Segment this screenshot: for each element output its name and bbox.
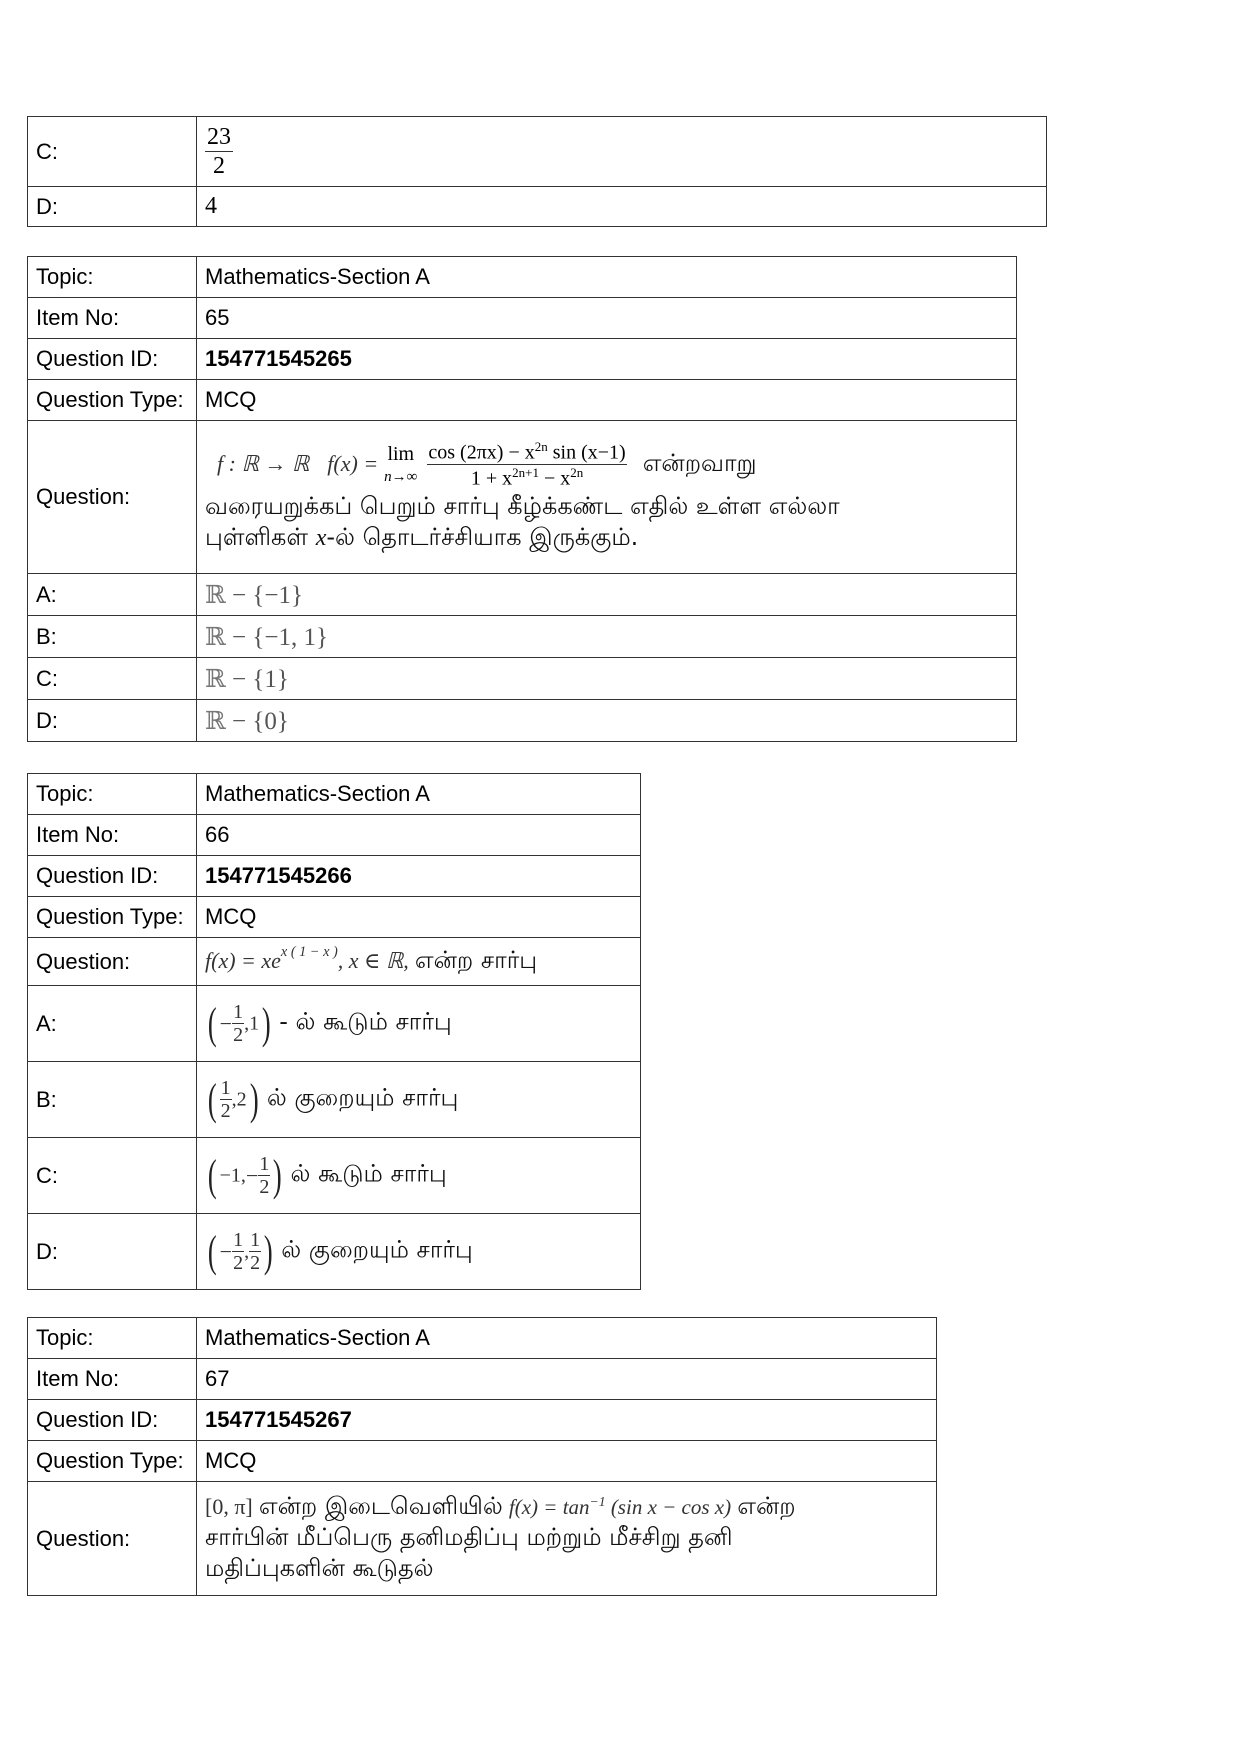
- question-content: [197, 421, 1017, 574]
- option-value: [197, 986, 641, 1062]
- option-tamil-text: ல் கூடும் சார்பு: [290, 1159, 447, 1188]
- option-label: A:: [28, 574, 197, 616]
- question-type-value: MCQ: [197, 1441, 937, 1482]
- function-expression: $f(x) = xe^{x ( 1 - x )}$, x ∈ ℝ,: [205, 943, 409, 973]
- topic-label: Topic:: [28, 257, 197, 298]
- function-fx: f(x) =: [327, 451, 379, 476]
- option-label: C:: [28, 658, 197, 700]
- fraction: $\frac{23}{2}$: [207, 124, 231, 179]
- option-tamil-text: ல் குறையும் சார்பு: [266, 1083, 459, 1112]
- option-row: [28, 1062, 641, 1138]
- option-label: B:: [28, 616, 197, 658]
- interval: ( − $\frac{1}{2}$ , $\frac{1}{2}$ ): [207, 1226, 273, 1276]
- option-row: [28, 986, 641, 1062]
- option-value: ℝ − {−1}: [197, 574, 1017, 616]
- option-row: [28, 574, 1017, 616]
- option-value: ℝ − {1}: [197, 658, 1017, 700]
- question-id-label: Question ID:: [28, 339, 197, 380]
- question-id-row: [28, 856, 641, 897]
- question-type-label: Question Type:: [28, 1441, 197, 1482]
- question-id-row: [28, 1400, 937, 1441]
- topic-row: [28, 257, 1017, 298]
- option-value: ℝ − {−1, 1}: [197, 616, 1017, 658]
- option-value: 4: [197, 187, 1047, 227]
- question-type-row: [28, 897, 641, 938]
- question-label: Question:: [28, 1482, 197, 1596]
- option-value: ℝ − {0}: [197, 700, 1017, 742]
- topic-value: Mathematics-Section A: [197, 774, 641, 815]
- option-row: [28, 117, 1047, 187]
- function-signature: f : ℝ → ℝ: [217, 451, 310, 476]
- topic-label: Topic:: [28, 1318, 197, 1359]
- question-tamil-text: என்ற சார்பு: [414, 946, 538, 974]
- option-label: B:: [28, 1062, 197, 1138]
- option-row: [28, 700, 1017, 742]
- option-row: [28, 658, 1017, 700]
- item-row: [28, 815, 641, 856]
- option-tamil-text: ல் குறையும் சார்பு: [281, 1235, 473, 1264]
- option-label: A:: [28, 986, 197, 1062]
- question-label: Question:: [28, 938, 197, 986]
- option-label: D:: [28, 187, 197, 227]
- formula-line: [205, 440, 1008, 488]
- question-table-66: [27, 773, 641, 1290]
- option-value: [197, 1138, 641, 1214]
- question-type-row: [28, 380, 1017, 421]
- question-tamil-line: வரையறுக்கப் பெறும் சார்பு கீழ்க்கண்ட எதில் உள்ள எல்லா: [205, 492, 840, 521]
- question-tamil-line: மதிப்புகளின் கூடுதல்: [205, 1554, 434, 1582]
- item-value: 66: [197, 815, 641, 856]
- question-tamil-text: என்றவாறு: [642, 448, 757, 477]
- question-tamil-line: சார்பின் மீப்பெரு தனிமதிப்பு மற்றும் மீச்சிறு தனி: [205, 1523, 733, 1551]
- question-type-label: Question Type:: [28, 897, 197, 938]
- item-value: 67: [197, 1359, 937, 1400]
- item-value: 65: [197, 298, 1017, 339]
- question-label: Question:: [28, 421, 197, 574]
- question-id-value: 154771545267: [197, 1400, 937, 1441]
- topic-value: Mathematics-Section A: [197, 257, 1017, 298]
- question-row: [28, 421, 1017, 574]
- question-table-67: [27, 1317, 937, 1596]
- function-expression: $f(x) = \tan^{-1} (\sin$ x − cos x): [508, 1494, 732, 1519]
- limit-fraction: $\frac{\cos (2\pi x) - x^{2n} \sin (x-1)}{1 + x^{2n+1} - x^{2n}}$: [428, 438, 626, 490]
- interval: ( $\frac{1}{2}$ ,2): [207, 1074, 259, 1124]
- option-label: D:: [28, 1214, 197, 1290]
- item-label: Item No:: [28, 298, 197, 339]
- question-row: [28, 1482, 937, 1596]
- question-content: [197, 1482, 937, 1596]
- item-row: [28, 1359, 937, 1400]
- option-value: [197, 1214, 641, 1290]
- prev-question-table: [27, 116, 1047, 227]
- question-id-label: Question ID:: [28, 1400, 197, 1441]
- topic-value: Mathematics-Section A: [197, 1318, 937, 1359]
- question-id-label: Question ID:: [28, 856, 197, 897]
- option-label: C:: [28, 1138, 197, 1214]
- item-row: [28, 298, 1017, 339]
- question-table-65: [27, 256, 1017, 742]
- question-id-row: [28, 339, 1017, 380]
- option-row: [28, 187, 1047, 227]
- interval: ( −1,− $\frac{1}{2}$ ): [207, 1150, 283, 1200]
- question-type-label: Question Type:: [28, 380, 197, 421]
- option-value: [197, 1062, 641, 1138]
- question-type-value: MCQ: [197, 897, 641, 938]
- limit-operator: lim n→∞: [384, 442, 418, 485]
- question-tamil-line: புள்ளிகள் x-ல் தொடர்ச்சியாக இருக்கும்.: [205, 523, 639, 552]
- topic-label: Topic:: [28, 774, 197, 815]
- option-label: C:: [28, 117, 197, 187]
- topic-row: [28, 774, 641, 815]
- option-row: [28, 616, 1017, 658]
- option-row: [28, 1214, 641, 1290]
- topic-row: [28, 1318, 937, 1359]
- question-type-value: MCQ: [197, 380, 1017, 421]
- option-row: [28, 1138, 641, 1214]
- option-tamil-text: - ல் கூடும் சார்பு: [279, 1007, 452, 1036]
- question-id-value: 154771545266: [197, 856, 641, 897]
- question-line: [0, π] என்ற இடைவெளியில் $f(x) = \tan^{-1} (\sin$ x − cos x) என்ற: [205, 1492, 796, 1520]
- question-type-row: [28, 1441, 937, 1482]
- question-content: [197, 938, 641, 986]
- item-label: Item No:: [28, 1359, 197, 1400]
- option-label: D:: [28, 700, 197, 742]
- question-id-value: 154771545265: [197, 339, 1017, 380]
- option-value: [197, 117, 1047, 187]
- question-row: [28, 938, 641, 986]
- item-label: Item No:: [28, 815, 197, 856]
- interval: ( − $\frac{1}{2}$ ,1): [207, 998, 271, 1048]
